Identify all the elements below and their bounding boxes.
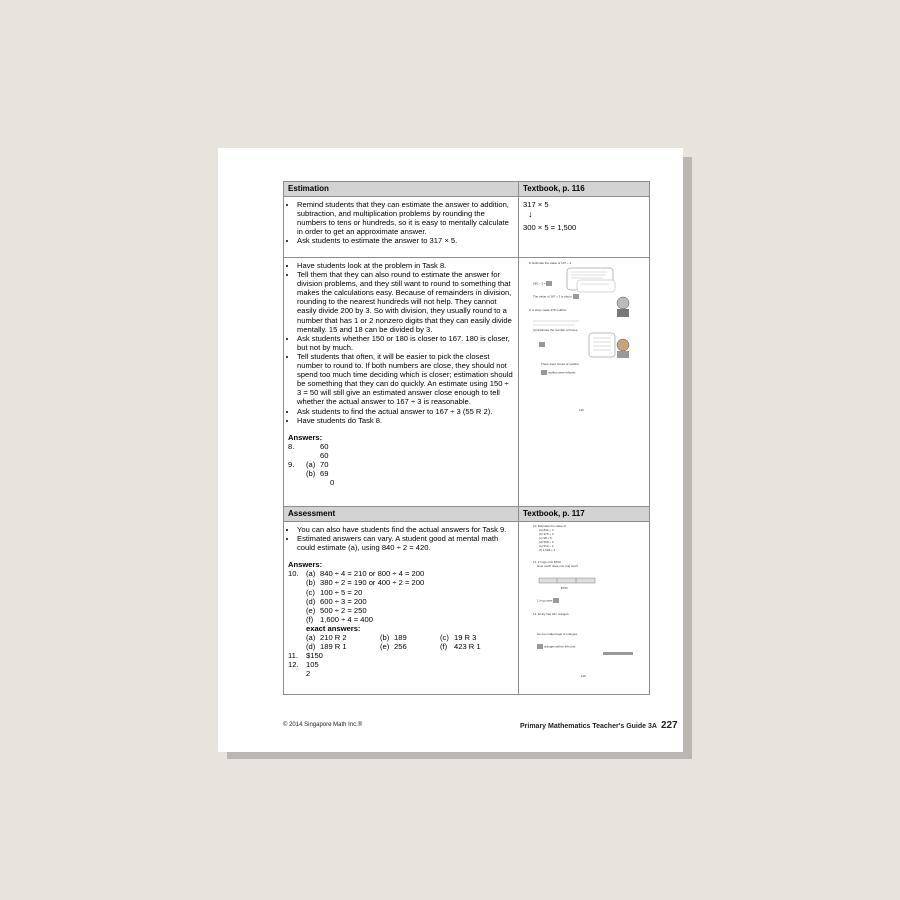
book-title: Primary Mathematics Teacher's Guide 3A (520, 723, 657, 730)
bullet-item: • Tell students that often, it will be easier to pick the closest number to round to. If both numbers are close, they should not spend too much time deciding which is closer; estimation should be something that they can do quickly. An estimate using 150 ÷ 3 = 50 will still give an estimated answer close enough to tell whether the actual answer to 167 ÷ 3 is reasonable. (297, 352, 515, 407)
answer-sub: (a) (306, 459, 316, 469)
task-text: (a) Estimate the number of boxes. (533, 328, 579, 332)
answer-box (546, 281, 552, 286)
page-number: 227 (660, 720, 678, 731)
textbook-thumbnail-p116 (519, 258, 649, 506)
task-text (539, 342, 545, 347)
task-text: He can make bags of oranges. (537, 632, 578, 636)
exact-answers-heading: exact answers: (306, 623, 361, 633)
textbook-illustration (519, 522, 645, 692)
answer-sub: (d) (306, 596, 316, 606)
bullet-item: • Have students look at the problem in Task 8. (297, 261, 515, 270)
answer-value: 1,600 ÷ 4 = 400 (320, 614, 373, 624)
thumbnail-page-number: 116 (579, 408, 584, 412)
bullet-item: • Estimated answers can vary. A student good at mental math could estimate (a), using 840 ÷ 2 = 420. (297, 534, 515, 552)
answer-number: 10. (288, 569, 299, 579)
board-work (519, 197, 649, 257)
task-text: oranges will be left over. (537, 644, 576, 649)
answer-value: 840 ÷ 4 = 210 or 800 ÷ 4 = 200 (320, 569, 425, 579)
answer-number (288, 478, 306, 487)
teacher-notes (284, 258, 519, 506)
task-text: There were boxes of muffins. (541, 362, 580, 366)
task-text: The value of 167 ÷ 3 is about (533, 294, 579, 299)
answer-number: 11. (288, 651, 298, 661)
bullet-item: • Ask students whether 150 or 180 is closer to 167. 180 is closer, but not by much. (297, 334, 515, 352)
bar-label: $750 (561, 586, 568, 590)
bullet-item: • Remind students that they can estimate the answer to addition, subtraction, and multiplication problems by rounding the numbers to tens or hundreds, so it is easy to mentally calculate in order to get an approximate answer. (297, 200, 515, 236)
answer-sub: (f) (306, 614, 314, 624)
task8-row (284, 258, 649, 507)
task-text: (e) 512 ÷ 2 (539, 544, 554, 548)
exact-answers: (a) 210 R 2 (b) 189 (c) 19 R 3 (d) 189 R 1 (e) 256 (f) 423 R 1 (306, 633, 481, 652)
answer-box (553, 598, 559, 603)
section-title: Estimation (284, 182, 519, 196)
bullet-item: • Ask students to find the actual answer to 167 ÷ 3 (55 R 2). (297, 407, 515, 416)
textbook-thumbnail-p117 (519, 522, 649, 694)
lesson-table (283, 181, 650, 695)
section-header-assessment (284, 507, 649, 522)
task-text: 12. Emily has 317 oranges. (533, 612, 570, 616)
bullet-item: • Have students do Task 8. (297, 416, 515, 425)
expression-line: 300 × 5 = 1,500 (523, 223, 577, 233)
textbook-reference: Textbook, p. 117 (523, 509, 585, 518)
answer-number: 9. (288, 459, 295, 469)
section-header-estimation (284, 182, 649, 197)
task-text: (f) 1,693 ÷ 4 (539, 548, 556, 552)
teacher-notes (284, 197, 519, 257)
answer-value: 380 ÷ 2 = 190 or 400 ÷ 2 = 200 (320, 578, 425, 588)
answer-value: 500 ÷ 2 = 250 (320, 605, 367, 615)
task-text: 9. A shop made 278 muffins. (529, 308, 567, 312)
task-text: (d) 568 ÷ 3 (539, 540, 554, 544)
task-text: 11. 3 rings cost $750. (533, 560, 562, 564)
thumbnail-page-number: 116 (581, 674, 586, 678)
answer-sub (306, 451, 320, 460)
answer-value: 2 (306, 669, 311, 679)
bullet-item: • Tell them that they can also round to estimate the answer for division problems, and they still want to round to something that makes the calculations easy. Because of remainders in division, rounding to the nearest hundreds will not help. They cannot easily divide 200 by 3. So with division, they usually round to a number that has 1 or 2 nonzero digits that they can easily divide mentally. 15 and 18 can be divided by 3. (297, 270, 515, 334)
answer-value: 60 (320, 441, 329, 451)
expression-line: 317 × 5 (523, 200, 549, 209)
task-text: (b) 376 ÷ 2 (539, 532, 554, 536)
answer-sub (306, 442, 320, 451)
answer-box (573, 294, 579, 299)
task-text: 8. Estimate the value of 167 ÷ 3. (529, 261, 573, 265)
document-page (218, 148, 683, 752)
answer-sub: (b) (306, 469, 316, 479)
answer-sub: (b) (306, 578, 316, 588)
task-text: (a) 842 ÷ 4 (539, 528, 554, 532)
task-text: 180 ÷ 3 = (533, 281, 552, 286)
answer-box (537, 644, 543, 649)
task-text: 10. Estimate the value of (533, 524, 567, 528)
copyright: © 2014 Singapore Math Inc.® (283, 722, 363, 728)
textbook-reference: Textbook, p. 116 (523, 184, 585, 193)
answer-sub (306, 478, 320, 487)
answer-value: 105 (306, 660, 319, 670)
answer-sub: (a) (306, 569, 316, 579)
answer-value: 100 ÷ 5 = 20 (320, 587, 363, 597)
estimation-row (284, 197, 649, 258)
bullet-item: • Ask students to estimate the answer to 317 × 5. (297, 236, 515, 245)
answer-number (288, 451, 306, 460)
section-title: Assessment (284, 507, 519, 521)
task-text: 1 ring costs (537, 598, 559, 603)
answer-list (288, 442, 515, 487)
task-text: (c) 98 ÷ 5 (539, 536, 552, 540)
answer-box (539, 342, 545, 347)
answer-number: 12. (288, 660, 299, 670)
running-footer (520, 720, 678, 731)
task-text: muffins were leftover. (541, 370, 576, 375)
answer-number (288, 469, 306, 478)
answer-number: 8. (288, 441, 295, 451)
answer-value: 69 (320, 469, 329, 479)
answers-heading: Answers: (288, 560, 323, 570)
answer-list (288, 569, 515, 678)
answer-value: $150 (306, 651, 323, 661)
answers-heading: Answers: (288, 432, 323, 442)
answer-block (306, 569, 515, 651)
teacher-notes (284, 522, 519, 694)
answer-value: 600 ÷ 3 = 200 (320, 596, 367, 606)
bullet-item: • You can also have students find the actual answers for Task 9. (297, 525, 515, 534)
answer-value: 0 (330, 478, 335, 488)
task-text: How much does one ring cost? (537, 564, 579, 568)
assessment-row (284, 522, 649, 694)
answer-sub: (c) (306, 587, 315, 597)
down-arrow-icon: ↓ (528, 209, 533, 220)
answer-value: 60 (320, 450, 329, 460)
answer-sub: (e) (306, 605, 316, 615)
answer-box (541, 370, 547, 375)
answer-value: 70 (320, 459, 329, 469)
